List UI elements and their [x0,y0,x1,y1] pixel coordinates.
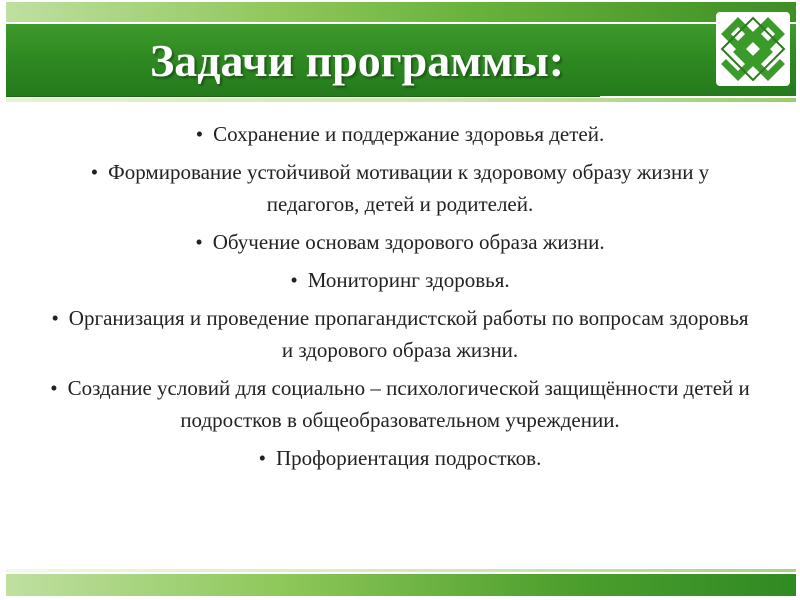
bullet: • [90,160,99,184]
list-item-text: Мониторинг здоровья. [307,268,510,292]
list-item [40,264,760,296]
task-list [40,118,760,480]
footer-divider [6,569,796,572]
list-item [40,118,760,150]
bullet: • [195,122,204,146]
bullet: • [258,446,266,470]
logo-graphic [716,12,790,86]
list-item [40,372,760,436]
list-item-text: Профориентация подростков. [276,446,542,470]
bullet: • [51,306,59,330]
bullet: • [50,376,58,400]
footer-bar [6,574,796,596]
green-knot-logo-icon [716,12,790,86]
bullet: • [290,268,298,292]
header-divider [6,98,796,102]
list-item-text: Формирование устойчивой мотивации к здоровому образу жизни у педагогов, детей и родителей. [108,160,710,216]
list-item [40,302,760,366]
bullet: • [195,230,203,254]
list-item-text: Создание условий для социально – психологической защищённости детей и подростков в общеобразовательном учреждении. [67,376,750,432]
list-item-text: Организация и проведение пропагандистской работы по вопросам здоровья и здорового образа жизни. [68,306,749,362]
slide-title: Задачи программы: [150,35,565,86]
list-item-text: Сохранение и поддержание здоровья детей. [213,122,605,146]
list-item-text: Обучение основам здорового образа жизни. [212,230,605,254]
list-item [40,226,760,258]
list-item [40,442,760,474]
list-item [40,156,760,220]
header-divider-accent [600,96,796,98]
header-top-strip [6,2,796,22]
